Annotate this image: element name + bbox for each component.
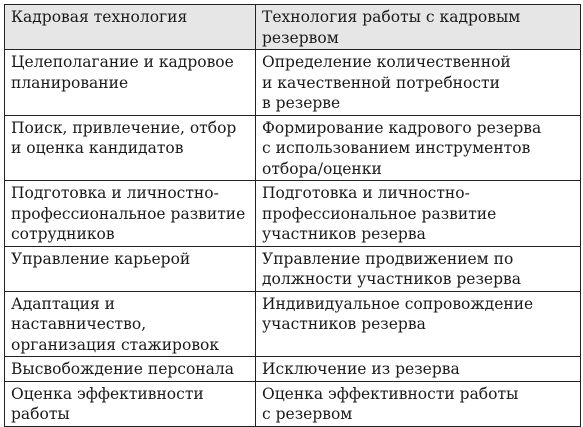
cell-reserve-technology: Индивидуальное сопровождение участников резерва bbox=[256, 291, 581, 357]
header-reserve-technology: Технология работы с кадровым резервом bbox=[256, 5, 581, 50]
table-body bbox=[5, 50, 581, 427]
cell-hr-technology: Высвобождение персонала bbox=[5, 357, 256, 382]
cell-reserve-technology: Подготовка и личностно- профессиональное развитие участников резерва bbox=[256, 181, 581, 247]
cell-reserve-technology: Формирование кадрового резерва с использованием инструментов отбора/оценки bbox=[256, 115, 581, 181]
hr-technology-table bbox=[4, 4, 581, 427]
cell-hr-technology: Управление карьерой bbox=[5, 246, 256, 291]
header-row bbox=[5, 5, 581, 50]
table-row bbox=[5, 115, 581, 181]
cell-hr-technology: Оценка эффективности работы bbox=[5, 381, 256, 426]
cell-hr-technology: Поиск, привлечение, отбор и оценка кандидатов bbox=[5, 115, 256, 181]
cell-hr-technology: Адаптация и наставничество, организация стажировок bbox=[5, 291, 256, 357]
header-hr-technology: Кадровая технология bbox=[5, 5, 256, 50]
table-row bbox=[5, 50, 581, 116]
cell-hr-technology: Подготовка и личностно- профессиональное развитие сотрудников bbox=[5, 181, 256, 247]
table-header bbox=[5, 5, 581, 50]
cell-reserve-technology: Оценка эффективности работы с резервом bbox=[256, 381, 581, 426]
cell-reserve-technology: Управление продвижением по должности участников резерва bbox=[256, 246, 581, 291]
table-row bbox=[5, 181, 581, 247]
table-row bbox=[5, 291, 581, 357]
cell-reserve-technology: Исключение из резерва bbox=[256, 357, 581, 382]
table-row bbox=[5, 381, 581, 426]
cell-hr-technology: Целеполагание и кадровое планирование bbox=[5, 50, 256, 116]
cell-reserve-technology: Определение количественной и качественной потребности в резерве bbox=[256, 50, 581, 116]
table-row bbox=[5, 357, 581, 382]
table-row bbox=[5, 246, 581, 291]
